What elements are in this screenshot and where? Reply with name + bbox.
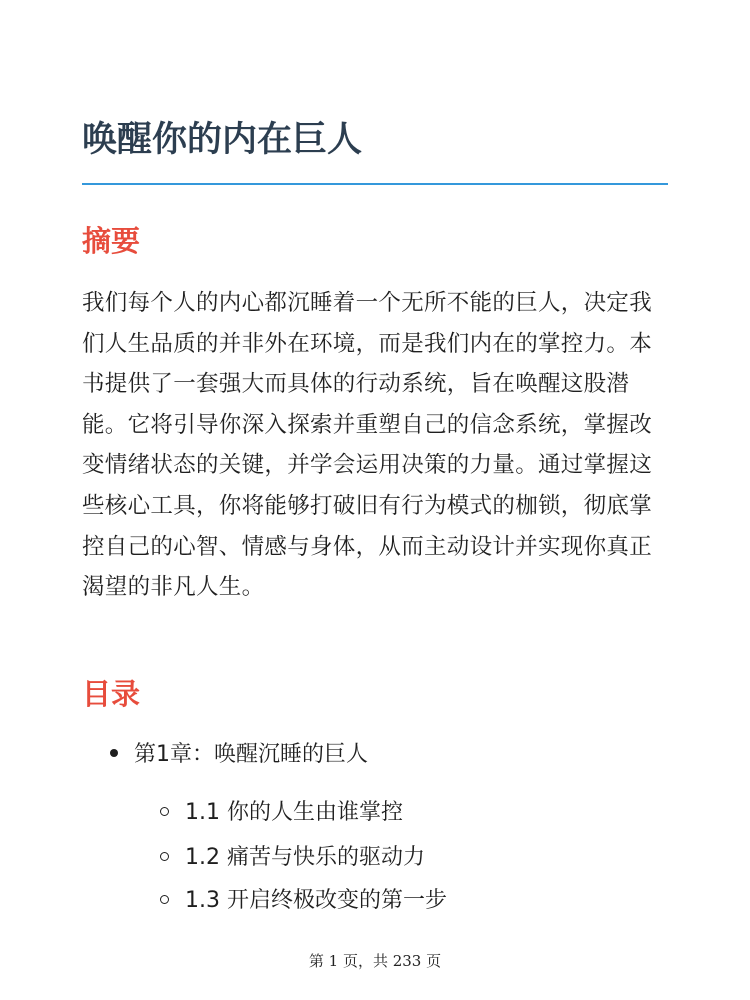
- toc-section-label: 1.2 痛苦与快乐的驱动力: [185, 845, 425, 870]
- bullet-circle-icon: [160, 807, 169, 816]
- toc-section-label: 1.1 你的人生由谁掌控: [185, 800, 403, 825]
- toc-section-item: [160, 843, 425, 873]
- bullet-circle-icon: [160, 895, 169, 904]
- summary-paragraph: 我们每个人的内心都沉睡着一个无所不能的巨人，决定我们人生品质的并非外在环境，而是我们内在的掌控力。本书提供了一套强大而具体的行动系统，旨在唤醒这股潜能。它将引导你深入探索并重塑自己的信念系统，掌握改变情绪状态的关键，并学会运用决策的力量。通过掌握这些核心工具，你将能够打破旧有行为模式的枷锁，彻底掌控自己的心智、情感与身体，从而主动设计并实现你真正渴望的非凡人生。: [82, 290, 653, 601]
- toc-heading: 目录: [82, 677, 141, 711]
- toc-section-item: [160, 798, 403, 828]
- bullet-circle-icon: [160, 852, 169, 861]
- toc-chapter-item: [110, 740, 368, 770]
- toc-chapter-label: 第1章：唤醒沉睡的巨人: [134, 742, 368, 767]
- summary-heading: 摘要: [82, 224, 141, 258]
- bullet-disc-icon: [110, 749, 118, 757]
- toc-section-label: 1.3 开启终极改变的第一步: [185, 888, 447, 913]
- page-footer: 第 1 页，共 233 页: [308, 952, 442, 970]
- document-title: 唤醒你的内在巨人: [82, 120, 363, 160]
- toc-section-item: [160, 886, 447, 916]
